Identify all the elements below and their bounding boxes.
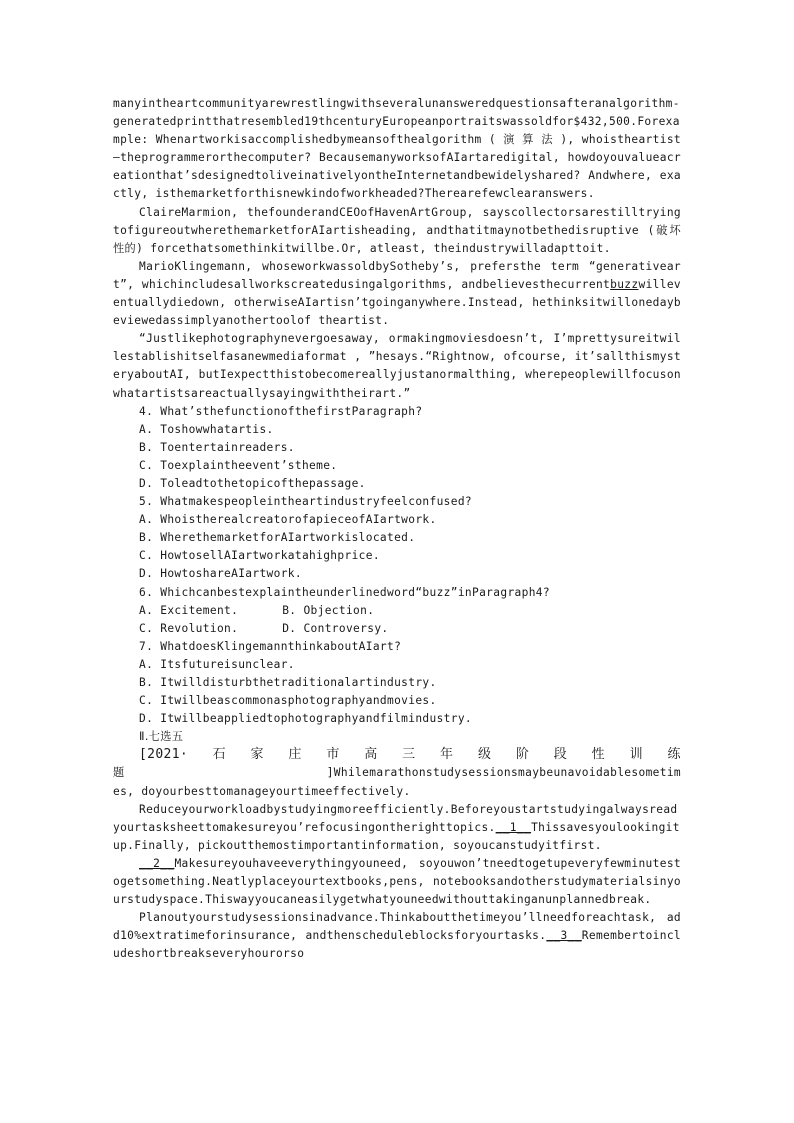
cloze-para1-text: Reduceyourworkloadbystudyingmoreefficiently.Beforeyoustartstudyingalwaysreadyourtasksheettomakesureyou’refocusingontherighttopics. <box>113 802 678 834</box>
question-4-option-d: D. Toleadtothetopicofthepassage. <box>139 476 366 490</box>
intro-text: ]Whilemarathonstudysessionsmaybeunavoidablesometimes, doyourbesttomanageyourtimeeffectively. <box>113 766 681 798</box>
cloze-para3-tail: Remembertoincludeshortbreakseveryhourorso <box>113 929 681 961</box>
question-5-option-a: A. WhoistherealcreatorofapieceofAIartwork. <box>139 513 437 527</box>
source-char: 段 <box>553 747 568 763</box>
blank-2: __2__ <box>139 856 175 870</box>
passage-paragraph-3 <box>113 258 681 330</box>
source-char: 家 <box>250 747 264 763</box>
section-heading: Ⅱ.七选五 <box>139 730 184 744</box>
source-char: 高 <box>364 747 378 763</box>
question-6-options-row-2 <box>113 620 681 638</box>
source-char: 阶 <box>515 747 530 763</box>
source-char: 练 <box>667 747 681 763</box>
source-char: [2021· <box>139 747 189 763</box>
source-char: 庄 <box>288 747 302 763</box>
underlined-word-buzz: buzz <box>610 277 639 291</box>
blank-1: __1__ <box>495 820 532 834</box>
document-body <box>113 95 681 964</box>
question-7-option-b: B. Itwilldisturbthetraditionalartindustry. <box>139 676 437 689</box>
cloze-para3-text: Planoutyourstudysessionsinadvance.Thinkaboutthetimeyou’llneedforeachtask, add10%extratimeforinsurance, andthenscheduleblocksforyourtasks. <box>113 911 681 943</box>
question-7-stem: 7. WhatdoesKlingemannthinkaboutAIart? <box>139 639 402 653</box>
source-char: 石 <box>212 747 226 763</box>
question-5-option-b: B. WherethemarketforAIartworkislocated. <box>139 531 416 545</box>
p3-text-after: willeventuallydiedown, otherwiseAIartisn’tgoinganywhere.Instead, hethinksitwillonedaybeviewedassimplyanothertoolof theartist. <box>113 277 681 328</box>
question-7-option-d: D. Itwillbeappliedtophotographyandfilmindustry. <box>139 712 473 726</box>
source-line <box>113 746 681 764</box>
blank-3: __3__ <box>546 929 582 943</box>
source-char: 级 <box>477 747 492 763</box>
question-4-option-c: C. Toexplaintheevent’stheme. <box>139 458 338 472</box>
p3-text-before: MarioKlingemann, whoseworkwassoldbySotheby’s, prefersthe term “generativeart”, whichincludesallworkscreatedusingalgorithms, andbelievesthecurrent <box>113 259 681 291</box>
question-6-option-a: A. Excitement. <box>139 603 239 617</box>
question-4-stem: 4. What’sthefunctionofthefirstParagraph? <box>139 404 423 418</box>
question-4-option-a: A. Toshowwhatartis. <box>139 422 274 436</box>
question-6-option-d: D. Controversy. <box>282 621 389 635</box>
passage-paragraph-4: “Justlikephotographynevergoesaway, ormakingmoviesdoesn’t, I’mprettysureitwillestablishitselfasanewmediaformat , ”hesays.“Rightnow, ofcourse, it’sallthismysteryaboutAI, butIexpectthistobecomereallyjustanormalthing, wherepeoplewillfocusonwhatartistsareactuallysayingwiththeirart.” <box>113 332 681 400</box>
passage-paragraph-2: ClaireMarmion, thefounderandCEOofHavenArtGroup, sayscollectorsarestilltryingtofigureoutwherethemarketforAIartisheading, andthatitmaynotbethedisruptive (破坏性的) forcethatsomethinkitwillbe.Or, atleast, theindustrywilladapttoit. <box>113 205 681 255</box>
cloze-paragraph-2 <box>113 855 681 909</box>
question-6-stem: 6. Whichcanbestexplaintheunderlinedword“buzz”inParagraph4? <box>139 585 550 599</box>
source-end-char: 题 <box>113 766 131 780</box>
question-6-options-row-1 <box>113 602 681 620</box>
source-char: 三 <box>402 747 416 763</box>
source-char: 性 <box>591 747 606 763</box>
question-7-option-a: A. Itsfutureisunclear. <box>139 657 295 671</box>
question-5-option-d: D. HowtoshareAIartwork. <box>139 567 302 581</box>
source-char: 市 <box>326 747 340 763</box>
cloze-paragraph-1 <box>113 801 681 855</box>
cloze-paragraph-3 <box>113 909 681 963</box>
question-6-option-b: B. Objection. <box>282 603 375 617</box>
source-char: 训 <box>629 747 643 763</box>
source-char: 年 <box>440 747 454 763</box>
passage-paragraph-1: manyintheartcommunityarewrestlingwithseveralunansweredquestionsafteranalgorithm-generatedprintthatresembled19thcenturyEuropeanportraitswassoldfor$432,500.Forexample: Whenartworkisaccomplishedbymeansofthealgorithm ( 演 算 法 ), whoistheartist—theprogrammerorthecomputer? BecausemanyworksofAIartaredigital, howdoyouvalueacreationthat’sdesignedtoliveinativelyontheInternetandbewidelyshared? Andwhere, exactly, isthemarketforthisnewkindofworkheaded?Therearefewclearanswers. <box>113 97 681 201</box>
cloze-para2-text: Makesureyouhaveeverythingyouneed, soyouwon’tneedtogetupeveryfewminutestogetsomething.Neatlyplaceyourtextbooks,pens, notebooksandotherstudymaterialsinyourstudyspace.Thiswayyoucaneasilygetwhatyouneedwithouttakinganunplannedbreak. <box>113 856 681 907</box>
question-7-option-c: C. Itwillbeascommonasphotographyandmovies. <box>139 694 437 708</box>
question-5-stem: 5. Whatmakespeopleintheartindustryfeelconfused? <box>139 495 473 509</box>
cloze-para1-tail: Thissavesyoulookingit up.Finally, pickoutthemostimportantinformation, soyoucanstudyitfirst. <box>113 820 680 852</box>
question-4-option-b: B. Toentertainreaders. <box>139 440 295 454</box>
section-intro <box>113 764 681 800</box>
question-5-option-c: C. HowtosellAIartworkatahighprice. <box>139 549 380 563</box>
question-6-option-c: C. Revolution. <box>139 621 239 635</box>
